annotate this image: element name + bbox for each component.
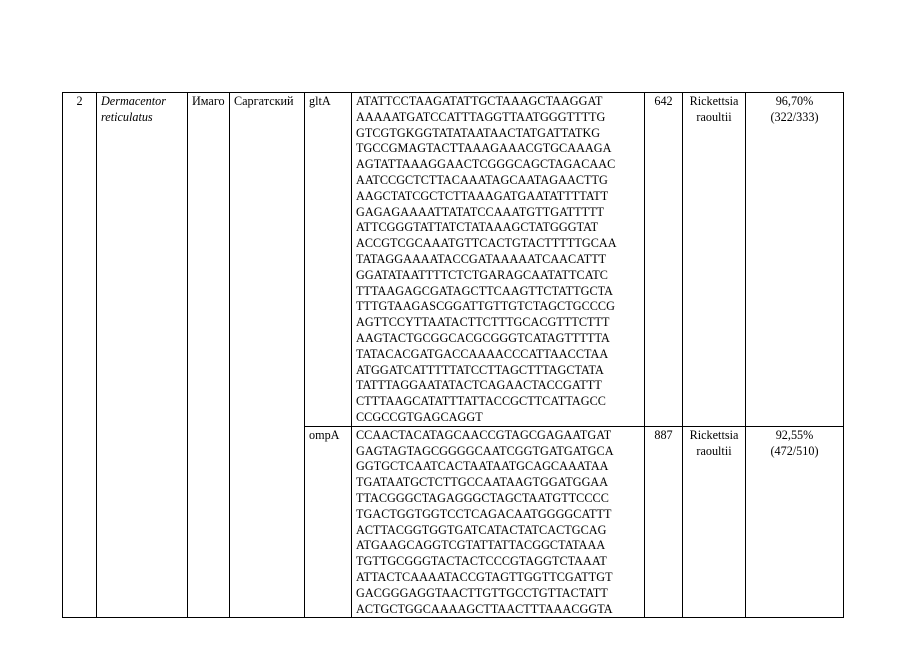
sequence-line: TTTAAGAGCGATAGCTTCAAGTTCTATTGCTA <box>356 283 613 298</box>
gene-cell-gltA <box>305 93 352 427</box>
sequence-length: 887 <box>654 427 673 442</box>
sequence-line: TGCCGMAGTACTTAAAGAAACGTGCAAAGA <box>356 141 612 156</box>
sequence-line: ACTTACGGTGGTGATCATACTATCACTGCAG <box>356 522 607 537</box>
organism-genus: Rickettsia <box>689 94 739 108</box>
sequence-line: CTTTAAGCATATTTATTACCGCTTCATTAGCC <box>356 394 606 409</box>
identity-cell-gltA <box>746 93 844 427</box>
identity-ratio: (322/333) <box>770 109 819 124</box>
collection-location: Саргатский <box>234 94 294 108</box>
sequence-line: ATTACTCAAAATACCGTAGTTGGTTCGATTGT <box>356 569 613 584</box>
sequence-cell-gltA <box>352 93 645 427</box>
sequence-line: AAGCTATCGCTCTTAAAGATGAATATTTTATT <box>356 188 609 203</box>
organism-cell-gltA <box>683 93 746 427</box>
length-cell-gltA <box>645 93 683 427</box>
sequence-line: GGTGCTCAATCACTAATAATGCAGCAAATAA <box>356 459 609 474</box>
gene-name: gltA <box>309 94 331 108</box>
sequence-line: GTCGTGKGGTATATAATAACTATGATTATKG <box>356 125 601 140</box>
sequence-line: AGTATTAAAGGAACTCGGGCAGCTAGACAAC <box>356 157 616 172</box>
table-row <box>63 93 844 427</box>
sequence-cell-ompA <box>352 426 645 618</box>
sequence-line: TATAGGAAAATACCGATAAAAATCAACATTT <box>356 251 607 266</box>
sequence-line: ATATTCCTAAGATATTGCTAAAGCTAAGGAT <box>356 94 603 108</box>
sequence-line: ATGGATCATTTTTATCCTTAGCTTTAGCTATA <box>356 362 604 377</box>
location-cell <box>230 93 305 618</box>
sequence-line: AAGTACTGCGGCACGCGGGTCATAGTTTTTA <box>356 330 610 345</box>
sequence-line: GGATATAATTTTCTCTGARAGCAATATTCATC <box>356 267 608 282</box>
sequence-line: CCGCCGTGAGCAGGT <box>356 409 483 424</box>
species-cell <box>97 93 188 618</box>
sequence-length: 642 <box>654 94 673 108</box>
organism-species: raoultii <box>696 109 732 124</box>
sequence-line: ACTGCTGGCAAAAGCTTAACTTTAAACGGTA <box>356 601 613 616</box>
row-number-cell <box>63 93 97 618</box>
identity-percent: 96,70% <box>775 94 814 108</box>
results-table <box>62 92 844 618</box>
sequence-line: TATTTAGGAATATACTCAGAACTACCGATTT <box>356 378 602 393</box>
sequence-line: AATCCGCTCTTACAAATAGCAATAGAACTTG <box>356 172 608 187</box>
sequence-line: ATGAAGCAGGTCGTATTATTACGGCTATAAA <box>356 538 606 553</box>
organism-species: raoultii <box>696 443 732 458</box>
sequence-line: TTTGTAAGASCGGATTGTTGTCTAGCTGCCCG <box>356 299 615 314</box>
sequence-line: TATACACGATGACCAAAACCCATTAACCTAA <box>356 346 609 361</box>
species-epithet: reticulatus <box>101 109 153 124</box>
species-genus: Dermacentor <box>101 94 166 108</box>
identity-percent: 92,55% <box>775 427 814 442</box>
sequence-line: GAGTAGTAGCGGGGCAATCGGTGATGATGCA <box>356 443 614 458</box>
row-number: 2 <box>76 94 83 108</box>
identity-cell-ompA <box>746 426 844 618</box>
organism-cell-ompA <box>683 426 746 618</box>
gene-name: ompA <box>309 427 340 442</box>
sequence-line: GACGGGAGGTAACTTGTTGCCTGTTACTATT <box>356 585 608 600</box>
stage-cell <box>188 93 230 618</box>
gene-cell-ompA <box>305 426 352 618</box>
sequence-line: AGTTCCYTTAATACTTCTTTGCACGTTTCTTT <box>356 315 610 330</box>
sequence-line: TGATAATGCTCTTGCCAATAAGTGGATGGAA <box>356 475 609 490</box>
sequence-line: TTACGGGCTAGAGGGCTAGCTAATGTTCCCC <box>356 490 609 505</box>
sequence-line: CCAACTACATAGCAACCGTAGCGAGAATGAT <box>356 427 612 442</box>
sequence-line: ACCGTCGCAAATGTTCACTGTACTTTTTGCAA <box>356 236 617 251</box>
organism-genus: Rickettsia <box>689 427 739 442</box>
life-stage: Имаго <box>192 94 225 108</box>
sequence-line: TGACTGGTGGTCCTCAGACAATGGGGCATTT <box>356 506 612 521</box>
length-cell-ompA <box>645 426 683 618</box>
sequence-line: AAAAATGATCCATTTAGGTTAATGGGTTTTG <box>356 109 606 124</box>
sequence-line: ATTCGGGTATTATCTATAAAGCTATGGGTAT <box>356 220 599 235</box>
sequence-line: GAGAGAAAATTATATCCAAATGTTGATTTTT <box>356 204 605 219</box>
sequence-line: TGTTGCGGGTACTACTCCCGTAGGTCTAAAT <box>356 554 607 569</box>
identity-ratio: (472/510) <box>770 443 819 458</box>
